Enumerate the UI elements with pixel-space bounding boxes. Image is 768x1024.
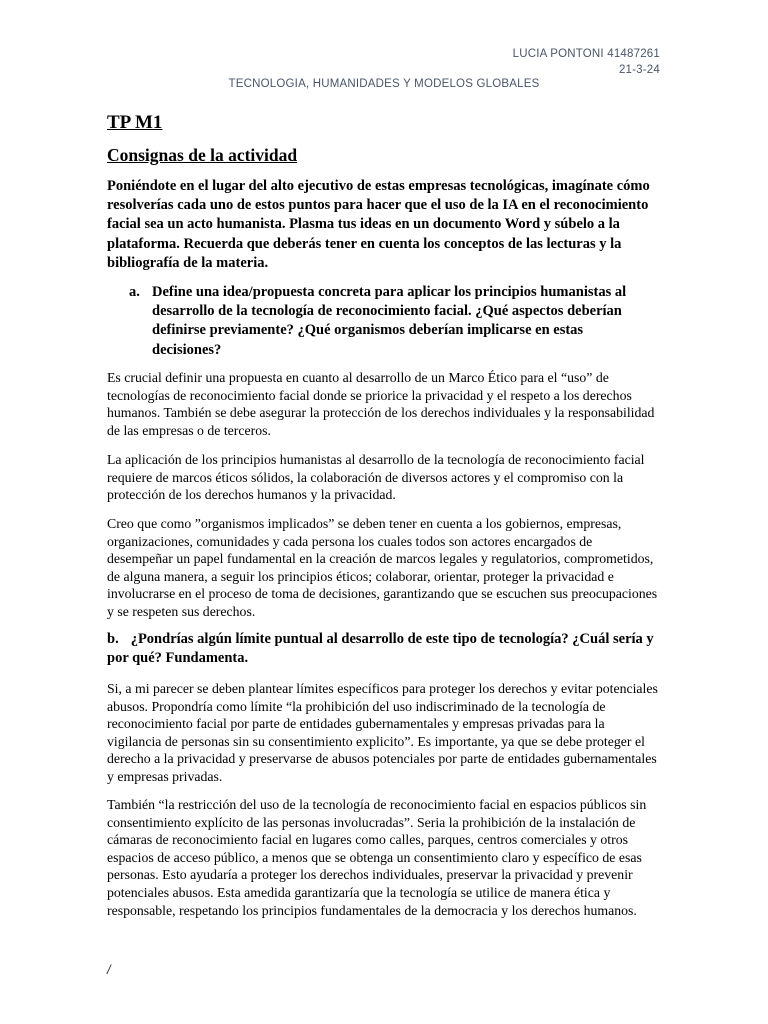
question-b-marker: b. <box>107 631 119 647</box>
answer-a-paragraph: Es crucial definir una propuesta en cuanto al desarrollo de un Marco Ético para el “uso” de tecnologías de reconocimiento facial donde se priorice la privacidad y el respeto a los derechos humanos. También se debe asegurar la protección de los derechos individuales y la responsabilidad de las empresas o de terceros. <box>107 370 655 438</box>
answer-b-paragraph: Si, a mi parecer se deben plantear límites específicos para proteger los derechos y evitar potenciales abusos. Propondría como límite “la prohibición del uso indiscriminado de la tecnología de reconocimiento facial por parte de entidades gubernamentales y empresas privadas para la vigilancia de personas sin su consentimiento explicito”. Es importante, ya que se debe proteger el derecho a la privacidad y preservarse de abusos potenciales por parte de entidades gubernamentales y empresas privadas. <box>107 681 658 784</box>
question-a-text: Define una idea/propuesta concreta para aplicar los principios humanistas al desarrollo de la tecnología de reconocimiento facial. ¿Qué aspectos deberían definirse previamente? ¿Qué organismos deberían implicarse en estas decisiones? <box>152 284 627 358</box>
course-title: TECNOLOGIA, HUMANIDADES Y MODELOS GLOBALES <box>228 78 540 90</box>
answer-a-paragraph: Creo que como ”organismos implicados” se deben tener en cuenta a los gobiernos, empresas, organizaciones, comunidades y cada persona los cuales todos son actores encargados de desempeñar un papel fundamental en la creación de marcos legales y regulatorios, comprometidos, de alguna manera, a seguir los principios éticos; colaborar, orientar, proteger la privacidad e involucrarse en el proceso de toma de decisiones, garantizando que se escuchen sus preocupaciones y se respeten sus derechos. <box>107 516 658 619</box>
author-name: LUCIA PONTONI 41487261 <box>512 48 660 60</box>
answer-a-paragraph: La aplicación de los principios humanistas al desarrollo de la tecnología de reconocimiento facial requiere de marcos éticos sólidos, la colaboración de diversos actores y el compromiso con la protección de los derechos humanos y la privacidad. <box>107 452 645 503</box>
document-title: TP M1 <box>107 112 163 133</box>
footer-mark: / <box>107 962 111 977</box>
activity-instructions: Poniéndote en el lugar del alto ejecutivo de estas empresas tecnológicas, imagínate cómo resolverías cada uno de estos puntos para hacer que el uso de la IA en el reconocimiento facial sea un acto humanista. Plasma tus ideas en un documento Word y súbelo a la plataforma. Recuerda que deberás tener en cuenta los conceptos de las lecturas y la bibliografía de la materia. <box>107 178 650 271</box>
section-heading: Consignas de la actividad <box>107 145 298 165</box>
question-b-text: ¿Pondrías algún límite puntual al desarrollo de este tipo de tecnología? ¿Cuál sería y por qué? Fundamenta. <box>107 631 654 667</box>
document-date: 21-3-24 <box>618 64 660 76</box>
answer-b-paragraph: También “la restricción del uso de la tecnología de reconocimiento facial en espacios públicos sin consentimiento explícito de las personas involucradas”. Seria la prohibición de la instalación de cámaras de reconocimiento facial en lugares como calles, parques, centros comerciales y otros espacios de acceso público, a menos que se obtenga un consentimiento claro y específico de esas personas. Esto ayudaría a proteger los derechos individuales, preservar la privacidad y prevenir potenciales abusos. Esta amedida garantizaría que la tecnología se utilice de manera ética y responsable, respetando los principios fundamentales de la democracia y los derechos humanos. <box>107 797 647 918</box>
question-a-marker: a. <box>129 284 140 300</box>
question-a <box>129 283 654 360</box>
question-b <box>107 630 659 668</box>
header-author-block <box>513 46 660 78</box>
